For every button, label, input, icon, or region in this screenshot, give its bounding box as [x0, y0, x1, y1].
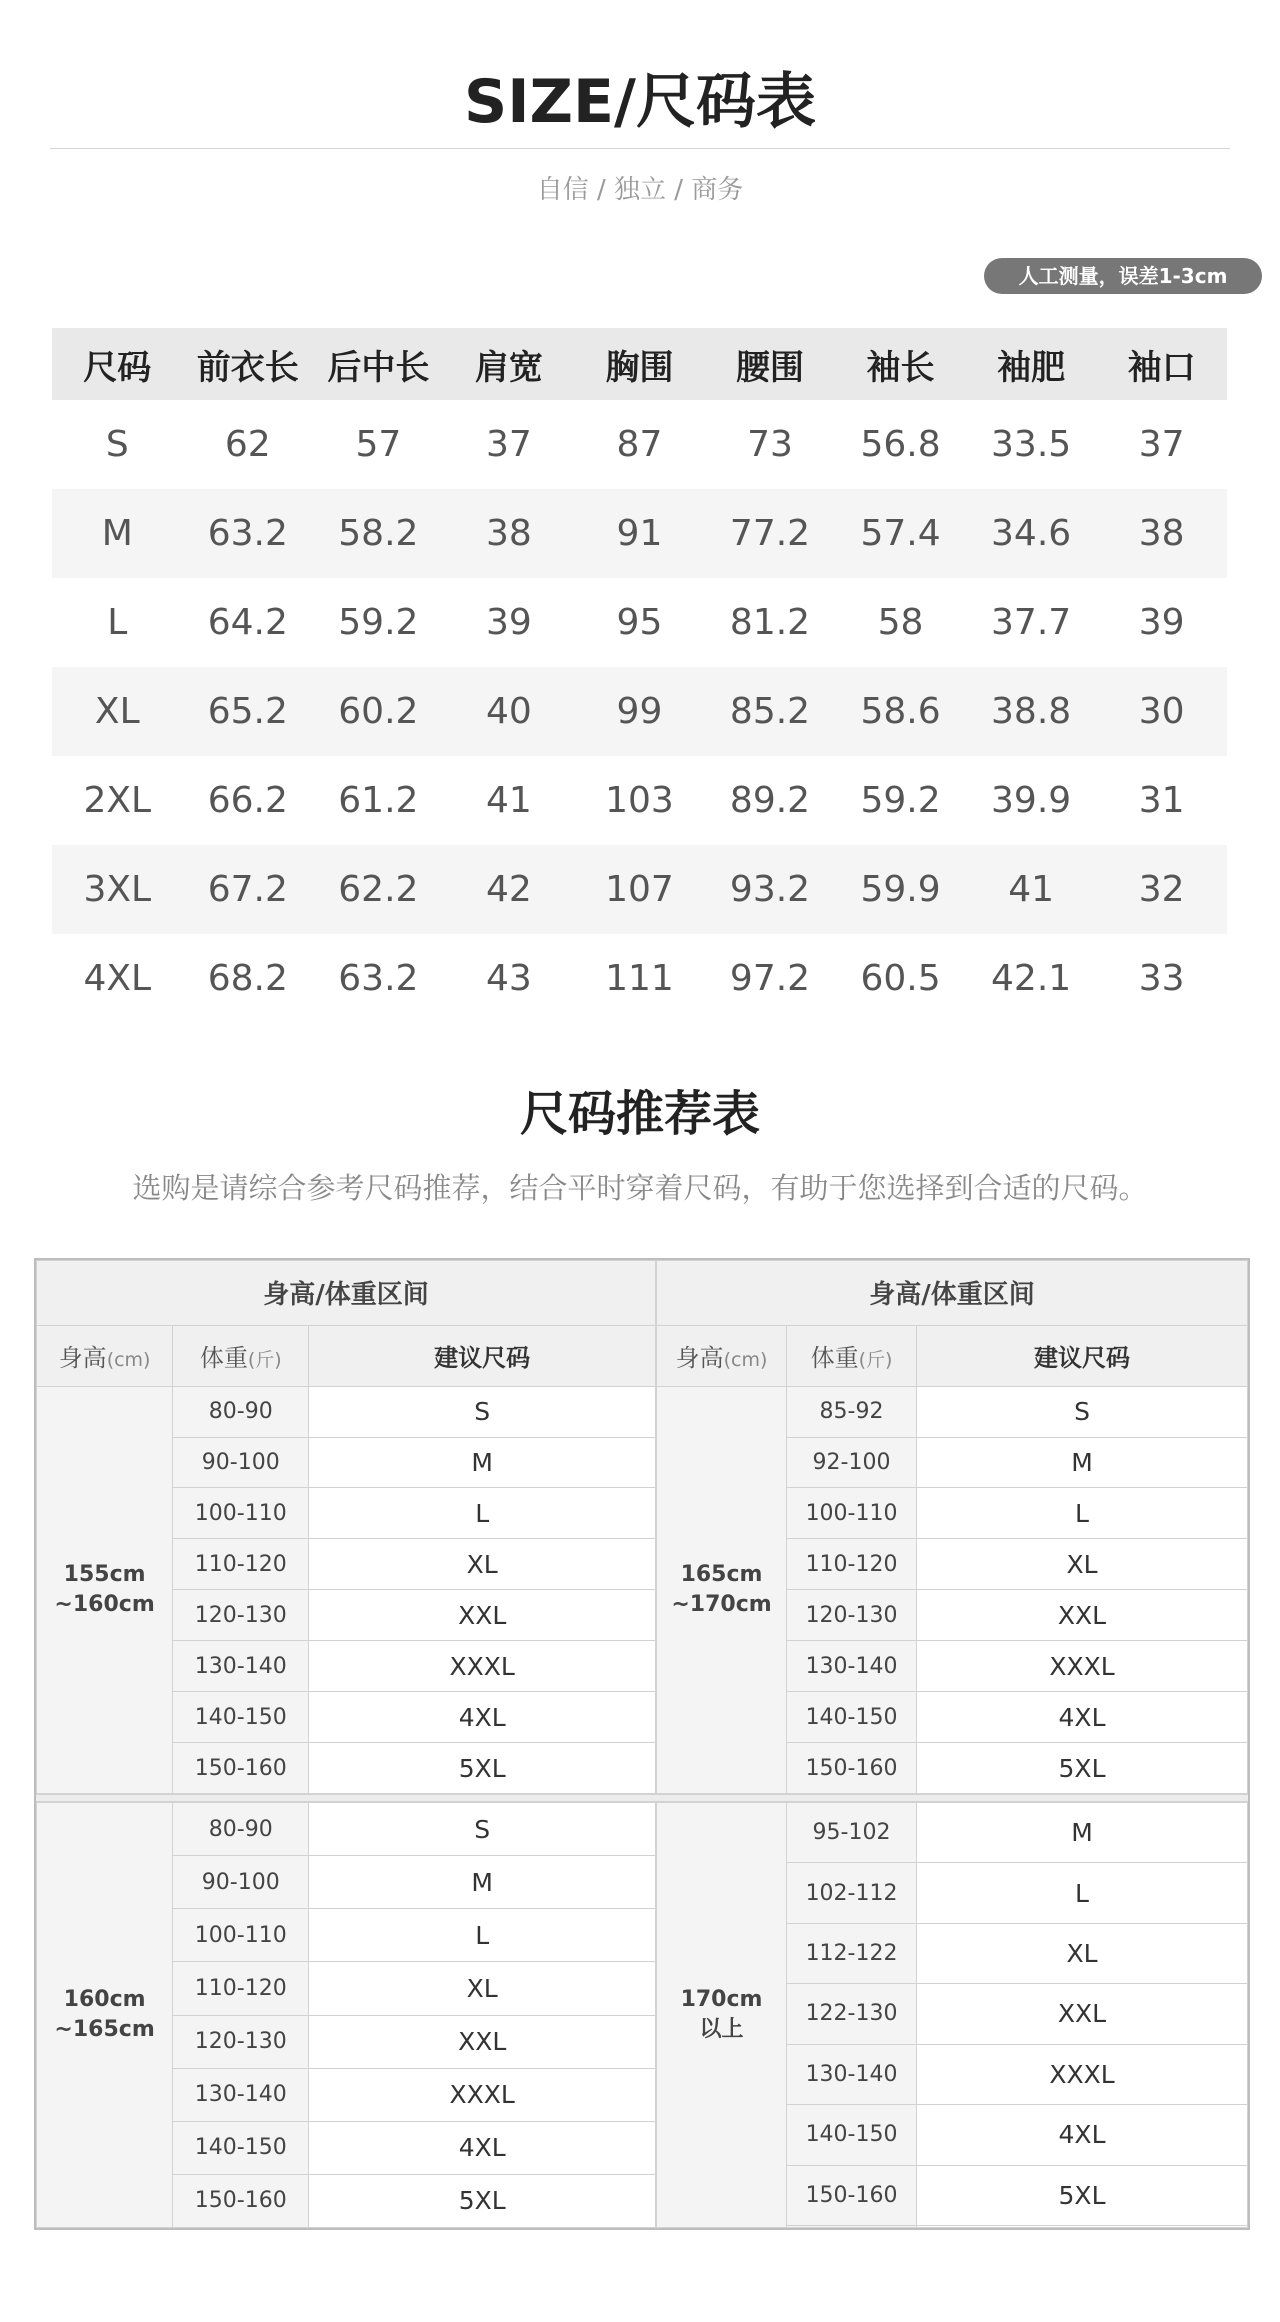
recommend-description: 选购是请综合参考尺码推荐，结合平时穿着尺码，有助于您选择到合适的尺码。	[132, 1171, 1148, 1205]
measurement-cell: 33.5	[991, 424, 1072, 465]
height-range-cell	[657, 1803, 787, 2228]
recommend-row	[657, 1803, 1248, 1863]
measurement-cell: 40	[486, 691, 532, 732]
measurement-cell: 37	[486, 424, 532, 465]
header-cuff: 袖口	[1127, 347, 1196, 388]
measurement-cell: 31	[1138, 780, 1185, 821]
weight-range-cell: 150-160	[787, 2165, 917, 2225]
weight-range-cell: 120-130	[173, 2015, 309, 2068]
weight-range-cell: 150-160	[787, 1743, 917, 1794]
column-header-weight-label: 体重	[810, 1344, 859, 1373]
recommend-row	[657, 1386, 1248, 1437]
column-header-row	[657, 1325, 1248, 1386]
measurement-cell: 58	[877, 602, 924, 643]
weight-range-cell: 90-100	[173, 1437, 309, 1488]
measurement-cell: 89.2	[729, 780, 811, 821]
measurement-cell: 38	[486, 513, 532, 554]
measurement-cell: 81.2	[729, 602, 811, 643]
weight-range-cell: 95-102	[787, 1803, 917, 1863]
suggested-size-cell: XXL	[917, 1590, 1248, 1641]
column-header-weight-label: 体重	[199, 1344, 248, 1373]
suggested-size-cell: M	[917, 1803, 1248, 1863]
column-header-height	[657, 1325, 787, 1386]
suggested-size-cell: L	[917, 1488, 1248, 1539]
measurement-cell: 37.7	[991, 602, 1072, 643]
height-range-line: 160cm	[63, 1987, 146, 2012]
column-header-row	[37, 1325, 656, 1386]
measurement-cell: 56.8	[860, 424, 941, 465]
recommend-panel	[656, 1802, 1248, 2228]
measurement-cell: 107	[605, 869, 674, 910]
recommend-panel	[36, 1802, 656, 2228]
size-chart-row	[52, 667, 1227, 756]
weight-range-cell: 130-140	[173, 1641, 309, 1692]
measurement-cell: 39	[486, 602, 532, 643]
height-range-cell	[37, 1386, 173, 1793]
suggested-size-cell: M	[309, 1856, 656, 1909]
suggested-size-cell: XL	[309, 1962, 656, 2015]
recommend-panel	[36, 1260, 656, 1794]
measurement-cell: 103	[605, 780, 674, 821]
group-header-row	[37, 1261, 656, 1326]
measurement-cell: 97.2	[729, 958, 811, 999]
measurement-cell: 39	[1138, 602, 1185, 643]
page-title: SIZE/尺码表	[464, 67, 816, 137]
measurement-cell: 63.2	[207, 513, 288, 554]
group-header: 身高/体重区间	[657, 1261, 1248, 1326]
suggested-size-cell: XXXL	[917, 2044, 1248, 2104]
suggested-size-cell: 4XL	[917, 1692, 1248, 1743]
suggested-size-cell: L	[309, 1909, 656, 1962]
weight-range-cell: 130-140	[173, 2068, 309, 2121]
suggested-size-cell: S	[309, 1386, 656, 1437]
header-shoulder: 肩宽	[474, 347, 543, 388]
measurement-cell: 37	[1138, 424, 1185, 465]
measurement-cell: 63.2	[338, 958, 419, 999]
header-waist: 腰围	[736, 347, 804, 388]
size-chart-table	[52, 328, 1227, 1023]
group-header: 身高/体重区间	[37, 1261, 656, 1326]
weight-range-cell: 102-112	[787, 1863, 917, 1923]
suggested-size-cell: M	[917, 1437, 1248, 1488]
suggested-size-cell: L	[309, 1488, 656, 1539]
weight-range-cell: 100-110	[787, 1488, 917, 1539]
measurement-cell: 111	[605, 958, 674, 999]
measurement-cell: 39.9	[991, 780, 1072, 821]
weight-range-cell: 150-160	[173, 1743, 309, 1794]
measurement-cell: 42	[486, 869, 532, 910]
measurement-cell: 59.2	[860, 780, 941, 821]
header-back-length: 后中长	[327, 347, 430, 388]
weight-range-cell: 130-140	[787, 1641, 917, 1692]
weight-range-cell: 140-150	[173, 2121, 309, 2174]
measurement-cell: 32	[1138, 869, 1185, 910]
header-sleeve-width: 袖肥	[997, 347, 1066, 388]
measurement-cell: 30	[1138, 691, 1185, 732]
measurement-cell: 62.2	[338, 869, 419, 910]
measurement-cell: 67.2	[207, 869, 288, 910]
weight-range-cell: 90-100	[173, 1856, 309, 1909]
suggested-size-cell: M	[309, 1437, 656, 1488]
weight-range-cell: 140-150	[787, 2105, 917, 2165]
measurement-cell: 38.8	[991, 691, 1072, 732]
measurement-cell: 57	[355, 424, 402, 465]
height-range-line: ~160cm	[54, 1591, 155, 1617]
size-label-cell: 3XL	[83, 869, 152, 910]
size-label-cell: M	[101, 513, 133, 554]
measurement-cell: 59.9	[860, 869, 941, 910]
height-range-cell	[37, 1803, 173, 2228]
size-label-cell: XL	[94, 691, 140, 732]
measurement-cell: 62	[224, 424, 271, 465]
measurement-cell: 43	[486, 958, 532, 999]
recommend-panel-table	[36, 1802, 656, 2228]
weight-range-cell: 92-100	[787, 1437, 917, 1488]
column-header-height-label: 身高	[675, 1344, 724, 1373]
weight-range-cell: 140-150	[787, 1692, 917, 1743]
measurement-cell: 59.2	[338, 602, 419, 643]
weight-range-cell: 120-130	[173, 1590, 309, 1641]
height-range-line: ~165cm	[54, 2017, 155, 2042]
weight-range-cell: 100-110	[173, 1909, 309, 1962]
panel-separator	[36, 1794, 1248, 1802]
recommend-row	[37, 1803, 656, 1856]
column-header-size: 建议尺码	[309, 1325, 656, 1386]
measurement-cell: 41	[1008, 869, 1054, 910]
measurement-cell: 42.1	[991, 958, 1072, 999]
suggested-size-cell: 5XL	[917, 2165, 1248, 2225]
suggested-size-cell: 4XL	[917, 2105, 1248, 2165]
suggested-size-cell: L	[917, 1863, 1248, 1923]
weight-range-cell: 110-120	[173, 1962, 309, 2015]
measurement-cell: 41	[486, 780, 532, 821]
suggested-size-cell: XXXL	[309, 2068, 656, 2121]
weight-range-cell	[787, 2225, 917, 2227]
suggested-size-cell: 5XL	[917, 1743, 1248, 1794]
column-header-height	[37, 1325, 173, 1386]
suggested-size-cell: XL	[917, 1539, 1248, 1590]
suggested-size-cell: S	[309, 1803, 656, 1856]
recommend-panel	[656, 1260, 1248, 1794]
measurement-cell: 33	[1138, 958, 1185, 999]
recommend-title: 尺码推荐表	[519, 1086, 760, 1142]
measurement-cell: 93.2	[729, 869, 811, 910]
recommend-row	[37, 1386, 656, 1437]
measurement-cell: 91	[616, 513, 663, 554]
size-chart-body	[52, 400, 1227, 1023]
suggested-size-cell: 5XL	[309, 2174, 656, 2227]
column-header-weight-unit: (斤)	[858, 1349, 893, 1372]
column-header-weight-unit: (斤)	[247, 1349, 282, 1372]
size-chart-row	[52, 934, 1227, 1023]
measurement-cell: 60.5	[860, 958, 941, 999]
suggested-size-cell: 4XL	[309, 1692, 656, 1743]
suggested-size-cell: XXXL	[309, 1641, 656, 1692]
measurement-cell: 66.2	[207, 780, 288, 821]
header-chest: 胸围	[605, 347, 674, 388]
size-chart-header-row	[52, 328, 1227, 400]
column-header-height-unit: (cm)	[723, 1349, 768, 1372]
height-range-line: 以上	[699, 2017, 744, 2042]
size-label-cell: L	[107, 602, 128, 643]
weight-range-cell: 110-120	[173, 1539, 309, 1590]
column-header-weight	[173, 1325, 309, 1386]
recommend-panel-table	[656, 1260, 1248, 1794]
suggested-size-cell: 5XL	[309, 1743, 656, 1794]
measurement-cell: 60.2	[338, 691, 419, 732]
suggested-size-cell: XXL	[917, 1984, 1248, 2044]
weight-range-cell: 80-90	[173, 1803, 309, 1856]
measurement-cell: 68.2	[207, 958, 288, 999]
group-header-row	[657, 1261, 1248, 1326]
size-chart-row	[52, 489, 1227, 578]
weight-range-cell: 140-150	[173, 1692, 309, 1743]
title-divider	[50, 148, 1230, 149]
suggested-size-cell: XXL	[309, 2015, 656, 2068]
page-subtitle: 自信 / 独立 / 商务	[536, 175, 744, 205]
size-chart-row	[52, 400, 1227, 489]
header-size: 尺码	[83, 347, 152, 388]
height-range-line: 155cm	[63, 1561, 146, 1587]
weight-range-cell: 122-130	[787, 1984, 917, 2044]
measurement-cell: 65.2	[207, 691, 288, 732]
measurement-cell: 64.2	[207, 602, 288, 643]
weight-range-cell: 112-122	[787, 1923, 917, 1983]
measurement-cell: 95	[616, 602, 663, 643]
measurement-cell: 34.6	[991, 513, 1072, 554]
measurement-cell: 99	[616, 691, 663, 732]
height-range-cell	[657, 1386, 787, 1793]
measurement-cell: 58.6	[860, 691, 941, 732]
height-range-line: 170cm	[680, 1987, 763, 2012]
measurement-cell: 58.2	[338, 513, 419, 554]
suggested-size-cell	[917, 2225, 1248, 2227]
measurement-cell: 77.2	[729, 513, 811, 554]
measurement-cell: 87	[616, 424, 663, 465]
suggested-size-cell: XL	[309, 1539, 656, 1590]
header-sleeve-length: 袖长	[866, 347, 935, 388]
suggested-size-cell: XL	[917, 1923, 1248, 1983]
weight-range-cell: 80-90	[173, 1386, 309, 1437]
size-label-cell: 4XL	[83, 958, 152, 999]
weight-range-cell: 100-110	[173, 1488, 309, 1539]
measurement-cell: 73	[747, 424, 793, 465]
size-chart-row	[52, 845, 1227, 934]
recommend-panel-table	[656, 1802, 1248, 2228]
size-label-cell: S	[105, 424, 129, 465]
weight-range-cell: 150-160	[173, 2174, 309, 2227]
weight-range-cell: 110-120	[787, 1539, 917, 1590]
weight-range-cell: 130-140	[787, 2044, 917, 2104]
measurement-cell: 57.4	[860, 513, 941, 554]
measurement-cell: 61.2	[338, 780, 419, 821]
header-front-length: 前衣长	[196, 347, 299, 388]
size-chart-row	[52, 578, 1227, 667]
suggested-size-cell: XXL	[309, 1590, 656, 1641]
measurement-cell: 85.2	[729, 691, 811, 732]
size-label-cell: 2XL	[83, 780, 152, 821]
weight-range-cell: 85-92	[787, 1386, 917, 1437]
suggested-size-cell: 4XL	[309, 2121, 656, 2174]
size-chart-row	[52, 756, 1227, 845]
column-header-size: 建议尺码	[917, 1325, 1248, 1386]
measurement-note-badge: 人工测量，误差1-3cm	[984, 258, 1262, 294]
column-header-weight	[787, 1325, 917, 1386]
weight-range-cell: 120-130	[787, 1590, 917, 1641]
height-range-line: ~170cm	[671, 1591, 772, 1617]
measurement-cell: 38	[1138, 513, 1185, 554]
suggested-size-cell: S	[917, 1386, 1248, 1437]
column-header-height-unit: (cm)	[106, 1349, 151, 1372]
recommend-table	[34, 1258, 1250, 2230]
suggested-size-cell: XXXL	[917, 1641, 1248, 1692]
height-range-line: 165cm	[680, 1561, 763, 1587]
column-header-height-label: 身高	[58, 1344, 107, 1373]
recommend-panel-table	[36, 1260, 656, 1794]
